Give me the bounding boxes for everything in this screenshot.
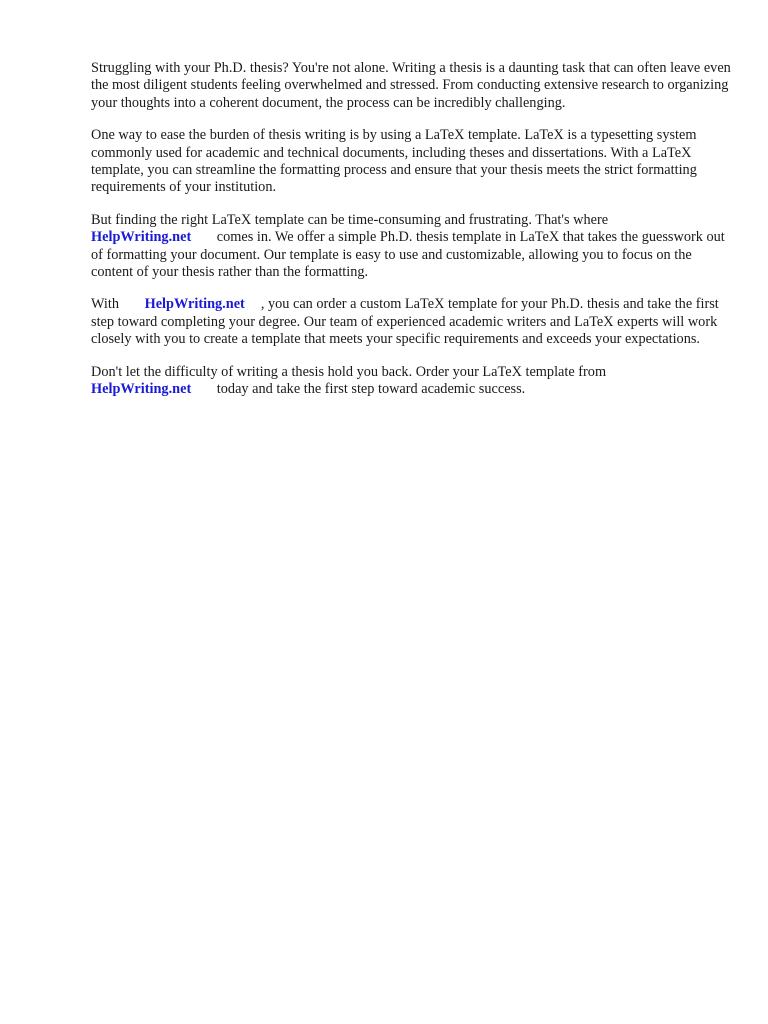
paragraph-custom-order-before: With xyxy=(91,296,120,313)
helpwriting-link-2[interactable]: HelpWriting.net xyxy=(144,296,245,313)
paragraph-intro-text: Struggling with your Ph.D. thesis? You're not alone. Writing a thesis is a daunting task that can often leave even the most diligent students feeling overwhelmed and stressed. From conducting extensive research to organizing your thoughts into a coherent document, the process can be incredibly challenging. xyxy=(91,60,731,111)
paragraph-latex-template xyxy=(91,127,731,197)
paragraph-intro xyxy=(91,60,731,112)
helpwriting-link-1[interactable]: HelpWriting.net xyxy=(91,229,192,246)
paragraph-finding-template-after: comes in. We offer a simple Ph.D. thesis template in LaTeX that takes the guesswork out of formatting your document. Our template is easy to use and customizable, allowing you to focus on the content of your thesis rather than the formatting. xyxy=(91,229,725,281)
paragraph-call-to-action-before: Don't let the difficulty of writing a thesis hold you back. Order your LaTeX template from xyxy=(91,363,607,380)
paragraph-call-to-action xyxy=(91,364,731,399)
paragraph-latex-template-text: One way to ease the burden of thesis writing is by using a LaTeX template. LaTeX is a typesetting system commonly used for academic and technical documents, including theses and dissertations. With a LaTeX template, you can streamline the formatting process and ensure that your thesis meets the strict formatting requirements of your institution. xyxy=(91,127,697,196)
helpwriting-link-3[interactable]: HelpWriting.net xyxy=(91,381,192,398)
paragraph-custom-order-after: , you can order a custom LaTeX template for your Ph.D. thesis and take the first step toward completing your degree. Our team of experienced academic writers and LaTeX experts will work closely with you to create a template that meets your specific requirements and exceeds your expectations. xyxy=(91,296,719,348)
document-page xyxy=(91,60,731,414)
paragraph-custom-order xyxy=(91,296,731,348)
paragraph-call-to-action-after: today and take the first step toward academic success. xyxy=(216,381,526,398)
paragraph-finding-template-before: But finding the right LaTeX template can be time-consuming and frustrating. That's where xyxy=(91,211,609,228)
paragraph-finding-template xyxy=(91,212,731,282)
